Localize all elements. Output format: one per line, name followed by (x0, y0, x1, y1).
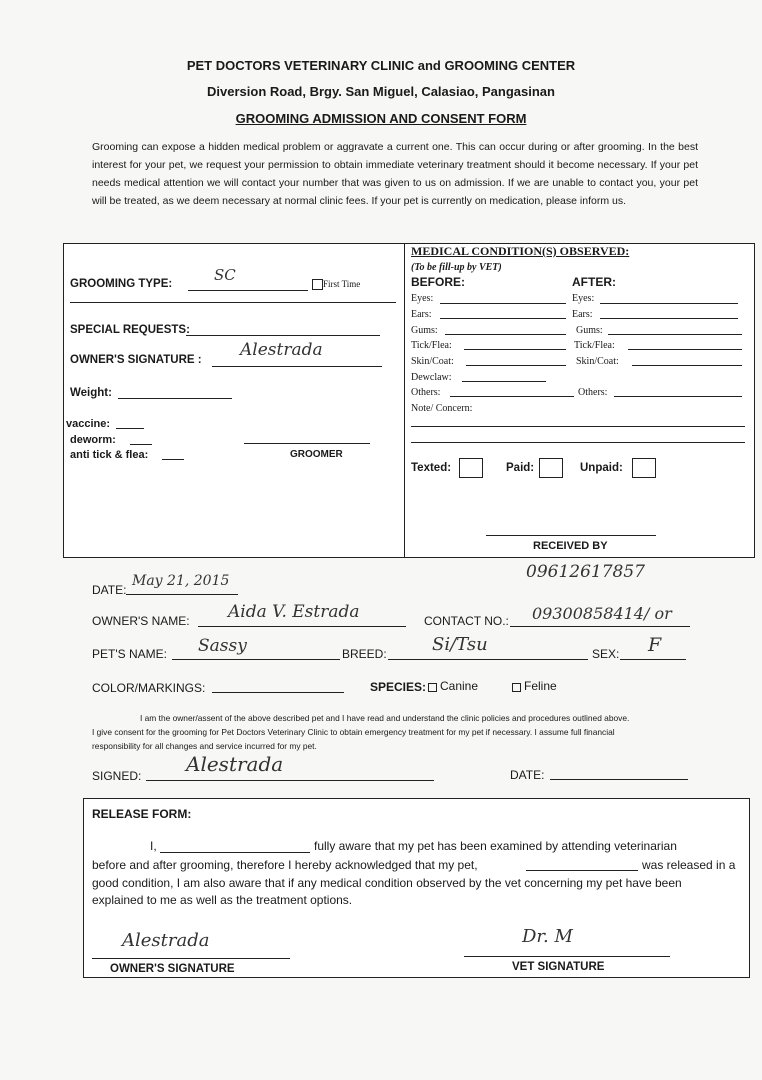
after-tick-label: Tick/Flea: (574, 340, 615, 351)
received-by-field[interactable] (486, 535, 656, 536)
sex-field[interactable] (620, 659, 686, 660)
clinic-name: PET DOCTORS VETERINARY CLINIC and GROOMING CENTER (186, 58, 576, 73)
alt-contact-number: 09612617857 (526, 562, 645, 582)
grooming-type-field[interactable] (188, 290, 308, 291)
feline-label: Feline (524, 679, 557, 693)
weight-label: Weight: (70, 387, 112, 399)
before-others-label: Others: (411, 387, 441, 398)
consent-date-label: DATE: (510, 768, 545, 782)
release-text-c: was released in a (642, 858, 736, 872)
vet-signature-value: Dr. M (522, 926, 573, 947)
pet-name-label: PET'S NAME: (92, 647, 167, 661)
vaccine-label: vaccine: (66, 418, 111, 430)
sex-value: F (648, 634, 662, 656)
contact-label: CONTACT NO.: (424, 614, 509, 628)
signed-field[interactable] (146, 780, 434, 781)
box-divider (404, 243, 405, 557)
before-gums-field[interactable] (445, 334, 566, 335)
after-gums-label: Gums: (576, 325, 603, 336)
owner-signature-value: Alestrada (240, 340, 323, 360)
admission-box (63, 243, 755, 558)
after-tick-field[interactable] (628, 349, 742, 350)
clinic-address: Diversion Road, Brgy. San Miguel, Calasiao, Pangasinan (207, 84, 555, 99)
release-text-e: explained to me as well as the treatment options. (92, 893, 353, 907)
vet-signature-label: VET SIGNATURE (512, 961, 605, 973)
grooming-type-label: GROOMING TYPE: (70, 278, 173, 290)
pet-name-value: Sassy (198, 636, 247, 656)
after-label: AFTER: (572, 275, 616, 289)
form-title: GROOMING ADMISSION AND CONSENT FORM (235, 111, 527, 126)
after-ears-label: Ears: (572, 309, 593, 320)
paid-checkbox[interactable] (539, 458, 563, 478)
color-label: COLOR/MARKINGS: (92, 681, 206, 695)
owner-name-value: Aida V. Estrada (228, 602, 360, 622)
vet-signature-field[interactable] (464, 956, 670, 957)
consent-line-3: responsibility for all changes and service incurred for my pet. (92, 741, 317, 751)
canine-label: Canine (440, 679, 479, 693)
paid-label: Paid: (506, 462, 535, 474)
color-field[interactable] (212, 692, 344, 693)
release-text-b: before and after grooming, therefore I hereby acknowledged that my pet, (92, 858, 478, 872)
before-dewclaw-field[interactable] (462, 381, 546, 382)
before-tick-field[interactable] (464, 349, 566, 350)
grooming-type-underline (70, 302, 396, 303)
date-field[interactable] (126, 594, 238, 595)
date-value: May 21, 2015 (132, 573, 230, 589)
before-gums-label: Gums: (411, 325, 438, 336)
special-requests-label: SPECIAL REQUESTS: (70, 324, 190, 336)
medical-title: MEDICAL CONDITION(S) OBSERVED: (411, 244, 630, 258)
before-label: BEFORE: (411, 275, 465, 289)
after-eyes-field[interactable] (600, 303, 738, 304)
release-name-field[interactable] (160, 852, 310, 853)
owner-signature-label: OWNER'S SIGNATURE : (70, 354, 202, 366)
consent-line-2: I give consent for the grooming for Pet Doctors Veterinary Clinic to obtain emergency treatment for my pet if necessary. I assume full financial (92, 727, 615, 737)
groomer-signature-field[interactable] (244, 443, 370, 444)
contact-value: 09300858414/ or (532, 604, 672, 623)
intro-paragraph: Grooming can expose a hidden medical problem or aggravate a current one. This can occur during or after grooming. In the best interest for your pet, we request your permission to obtain immediate veterinary treatment should it become necessary. If your pet needs medical attention we will contact your number that was given to us on admission. If we are unable to contact you, your pet will be treated, as we deem necessary at normal clinic fees. If your pet is currently on medication, please inform us. (92, 141, 698, 207)
owner-name-field[interactable] (198, 626, 406, 627)
consent-date-field[interactable] (550, 779, 688, 780)
before-skin-label: Skin/Coat: (411, 356, 454, 367)
weight-field[interactable] (118, 398, 232, 399)
before-dewclaw-label: Dewclaw: (411, 372, 452, 383)
medical-subtitle: (To be fill-up by VET) (411, 262, 502, 273)
received-by-label: RECEIVED BY (533, 540, 608, 552)
release-owner-signature-field[interactable] (92, 958, 290, 959)
release-text-a: fully aware that my pet has been examined by attending veterinarian (314, 839, 677, 853)
owner-name-label: OWNER'S NAME: (92, 614, 190, 628)
before-tick-label: Tick/Flea: (411, 340, 452, 351)
release-pet-field[interactable] (526, 870, 638, 871)
before-ears-field[interactable] (440, 318, 566, 319)
before-eyes-field[interactable] (440, 303, 566, 304)
note-line-1[interactable] (411, 426, 745, 427)
signed-value: Alestrada (186, 752, 284, 776)
deworm-field[interactable] (130, 444, 152, 445)
breed-field[interactable] (388, 659, 588, 660)
breed-label: BREED: (342, 647, 387, 661)
grooming-type-value: SC (214, 266, 236, 284)
deworm-label: deworm: (70, 434, 116, 446)
before-ears-label: Ears: (411, 309, 432, 320)
antitick-field[interactable] (162, 459, 184, 460)
before-skin-field[interactable] (466, 365, 566, 366)
feline-checkbox[interactable] (512, 683, 521, 692)
contact-field[interactable] (510, 626, 690, 627)
consent-line-1: I am the owner/assent of the above described pet and I have read and understand the clinic policies and procedures outlined above. (140, 713, 630, 723)
release-i: I, (150, 839, 157, 853)
signed-label: SIGNED: (92, 769, 142, 783)
release-text-d: good condition, I am also aware that if any medical condition observed by the vet concerning my pet have been (92, 876, 682, 890)
date-label: DATE: (92, 583, 127, 597)
owner-signature-field[interactable] (212, 366, 382, 367)
texted-label: Texted: (411, 462, 452, 474)
unpaid-checkbox[interactable] (632, 458, 656, 478)
antitick-label: anti tick & flea: (70, 449, 149, 461)
after-eyes-label: Eyes: (572, 293, 595, 304)
canine-checkbox[interactable] (428, 683, 437, 692)
after-others-field[interactable] (614, 396, 742, 397)
sex-label: SEX: (592, 647, 620, 661)
species-label: SPECIES: (370, 680, 427, 694)
release-title: RELEASE FORM: (92, 807, 192, 821)
before-eyes-label: Eyes: (411, 293, 434, 304)
after-others-label: Others: (578, 387, 608, 398)
pet-name-field[interactable] (172, 659, 340, 660)
release-owner-signature-value: Alestrada (122, 930, 210, 951)
first-time-checkbox[interactable] (312, 279, 323, 290)
unpaid-label: Unpaid: (580, 462, 623, 474)
before-others-field[interactable] (450, 396, 574, 397)
vaccine-field[interactable] (116, 428, 144, 429)
first-time-label: First Time (323, 279, 361, 289)
after-skin-field[interactable] (632, 365, 742, 366)
breed-value: Si/Tsu (432, 634, 488, 655)
groomer-label: GROOMER (290, 449, 343, 460)
note-line-2[interactable] (411, 442, 745, 443)
after-gums-field[interactable] (608, 334, 742, 335)
after-ears-field[interactable] (600, 318, 738, 319)
texted-checkbox[interactable] (459, 458, 483, 478)
release-owner-signature-label: OWNER'S SIGNATURE (110, 963, 235, 975)
after-skin-label: Skin/Coat: (576, 356, 619, 367)
note-label: Note/ Concern: (411, 403, 473, 414)
special-requests-field[interactable] (186, 335, 380, 336)
